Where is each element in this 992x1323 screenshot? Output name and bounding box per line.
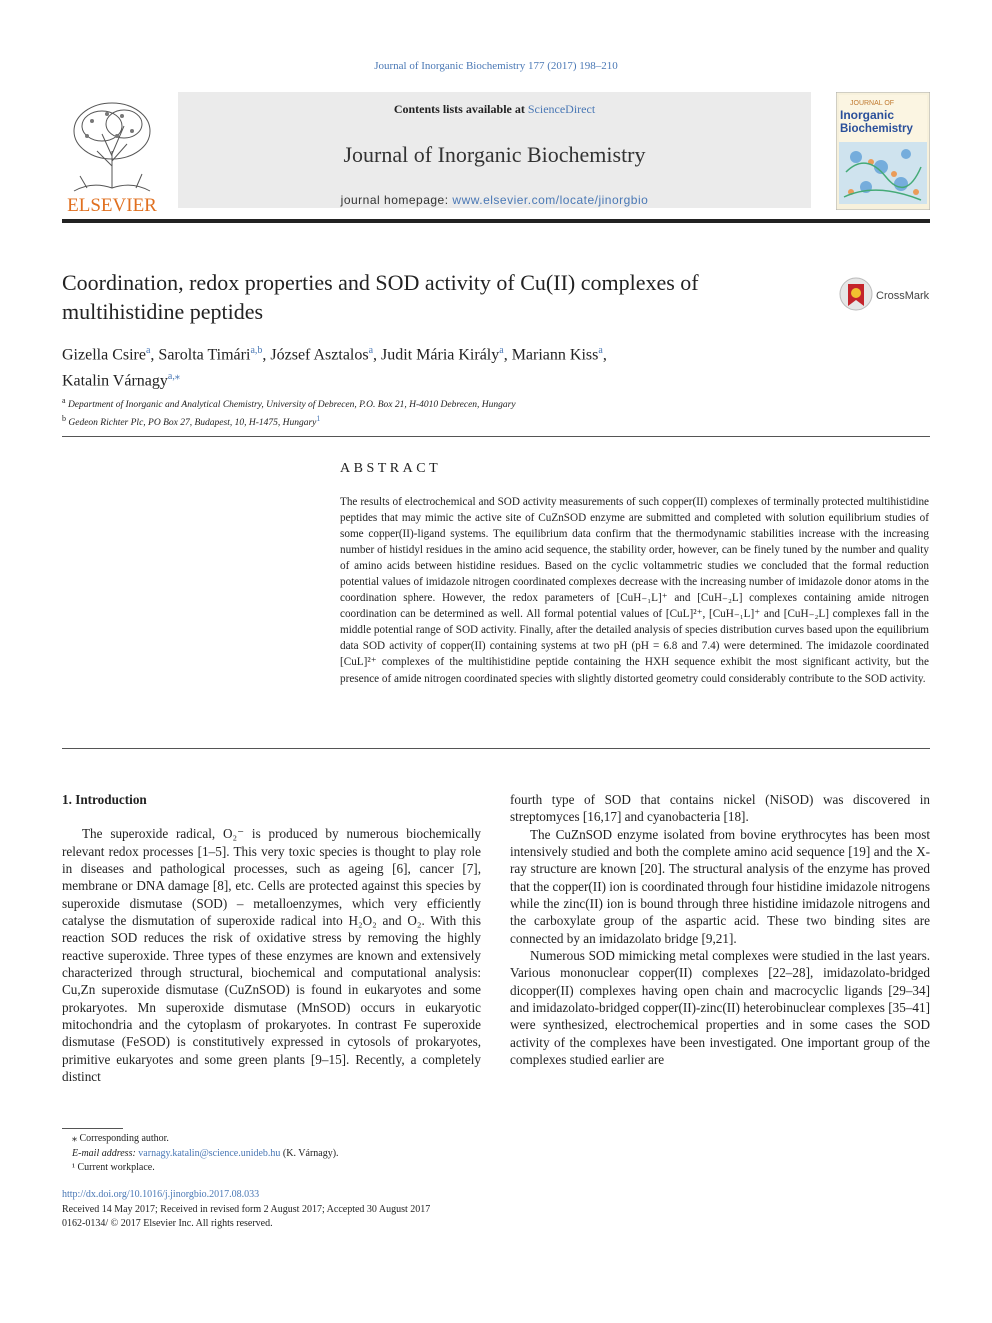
section-heading-introduction: 1. Introduction	[62, 792, 147, 807]
body-column-right	[510, 791, 930, 1069]
crossmark-label: CrossMark	[876, 290, 930, 302]
journal-masthead	[178, 92, 811, 208]
elsevier-wordmark: ELSEVIER	[67, 195, 157, 214]
affiliation-b	[62, 412, 922, 430]
homepage-link[interactable]: www.elsevier.com/locate/jinorgbio	[452, 193, 649, 207]
elsevier-logo	[62, 96, 162, 214]
affiliation-mark: a	[62, 396, 66, 405]
publication-info	[62, 1188, 662, 1232]
author-name[interactable]: Katalin Várnagy	[62, 372, 168, 390]
affiliation-text: Department of Inorganic and Analytical Chemistry, University of Debrecen, P.O. Box 21, H-4010 Debrecen, Hungary	[67, 400, 516, 411]
author-separator: ,	[503, 346, 512, 364]
body-paragraph: Numerous SOD mimicking metal complexes were studied in the last years. Various mononuclear copper(II) complexes [22–28], imidazolato-bridged dicopper(II) complexes having open chain and macrocyclic ligands [29–34] and imidazolato-bridged copper(II)-zinc(II) heterobinuclear complexes [35–41] were synthesized, electrochemical properties and in some cases the SOD activity of the complexes have been investigated. One important group of the complexes studied earlier are	[510, 948, 930, 1068]
body-paragraph: The CuZnSOD enzyme isolated from bovine erythrocytes has been most intensively studied and both the complete amino acid sequence [19] and the X-ray structure are known [20]. The structural analysis of the enzyme has proved that the copper(II) ion is coordinated through four histidine imidazole nitrogens while the zinc(II) ion is bound through three histidine imidazole nitrogens and the carboxylate group of the aspartic acid. These two binding sites are connected by an imidazolato bridge [9,21].	[510, 826, 930, 946]
journal-homepage	[178, 193, 811, 207]
author-list	[62, 340, 822, 393]
cover-line-3: Biochemistry	[840, 123, 913, 135]
author-affil-marker[interactable]: a	[368, 345, 374, 356]
homepage-prefix: journal homepage:	[340, 193, 453, 207]
crossmark-badge[interactable]	[838, 276, 932, 312]
affiliation-text: Gedeon Richter Plc, PO Box 27, Budapest, 10, H-1475, Hungary	[68, 418, 317, 429]
footnote-marker[interactable]: 1	[316, 414, 321, 424]
author-name[interactable]: Sarolta Timári	[158, 346, 251, 364]
author-name[interactable]: Mariann Kiss	[511, 346, 599, 364]
doi-link[interactable]: http://dx.doi.org/10.1016/j.jinorgbio.2017.08.033	[62, 1189, 260, 1200]
email-label: E-mail address:	[72, 1147, 139, 1159]
author-separator: ,	[150, 346, 159, 364]
author-name[interactable]: Gizella Csire	[62, 346, 146, 364]
affiliations	[62, 394, 922, 430]
abstract-heading: ABSTRACT	[340, 461, 442, 476]
body-paragraph: The superoxide radical, O₂⁻ is produced by numerous biochemically relevant redox processes [1–5]. This very toxic species is thought to play role in diseases and pathological processes, such as ageing [6], cancer [7], membrane or DNA damage [8], etc. Cells are protected against this species by superoxide dismutase (SOD) – metalloenzymes, which very efficiently catalyse the dismutation of superoxide radical into H₂O₂ and O₂. With this reaction SOD reduces the risk of oxidative stress by removing the highly reactive superoxide. Three types of these enzymes are known and extensively characterized through structural, biochemical and computational analysis: Cu,Zn superoxide dismutase (CuZnSOD) is found in eukaryotes and some prokaryotes. Mn superoxide dismutase (MnSOD) occurs in eukaryotic mitochondria and the cytoplasm of prokaryotes. In contrast Fe superoxide dismutase (FeSOD) is constitutively expressed in cytosols of prokaryotes, primitive eukaryotes and some green plants [9–15]. Recently, a completely distinct	[62, 826, 481, 1085]
author-affil-marker[interactable]: a	[598, 345, 603, 356]
received-dates: Received 14 May 2017; Received in revised form 2 August 2017; Accepted 30 August 2017	[62, 1203, 431, 1215]
email-note	[62, 1147, 662, 1162]
email-suffix: (K. Várnagy).	[280, 1147, 339, 1159]
email-link[interactable]: varnagy.katalin@science.unideb.hu	[138, 1147, 281, 1159]
abstract-text: The results of electrochemical and SOD activity measurements of such copper(II) complexes of terminally protected multihistidine peptides that may mimic the active site of CuZnSOD enzyme are submitted and completed with solution equilibrium studies of some copper(II)-ligand systems. The equilibrium data confirm that the thermodynamic stabilities increase with the increasing number of histidyl residues in the amino acid sequence, the stability order, however, can be finely tuned by the number and quality of amino acids between histidine residues. Based on the cyclic voltammetric studies we concluded that the formal reduction potential values of imidazole nitrogen coordinated complexes decrease with the increasing number of imidazole donor atoms in the coordination sphere. However, the redox parameters of [CuH₋₁L]⁺ and [CuH₋₂L] complexes containing amide nitrogen coordination can be determined as well. All formal potential values of [CuL]²⁺, [CuH₋₁L]⁺ and [CuH₋₂L] complexes fall in the middle potential range of SOD activity. Finally, after the detailed analysis of species distribution curves based upon the equilibrium data SOD activity of copper(II) containing systems at two pH (pH = 6.8 and 7.4) were determined. The imidazole coordinated [CuL]²⁺ complexes of the multihistidine peptide containing the HXH sequence exhibit the most significant activity, but the presence of amide nitrogen coordinated species with slightly distorted geometry could considerably contribute to the SOD activity.	[340, 496, 929, 685]
abstract-divider	[62, 748, 930, 749]
body-paragraph: fourth type of SOD that contains nickel (NiSOD) was discovered in streptomyces [16,17] and cyanobacteria [18].	[510, 792, 930, 825]
affiliation-divider	[62, 436, 930, 437]
journal-cover-image[interactable]	[836, 92, 930, 210]
author-separator: ,	[602, 346, 607, 364]
elsevier-tree-icon	[62, 96, 162, 214]
crossmark-icon	[838, 276, 932, 312]
author-name[interactable]: Judit Mária Király	[381, 346, 500, 364]
contents-prefix: Contents lists available at	[393, 102, 528, 116]
author-affil-marker[interactable]: a,⁎	[167, 371, 180, 383]
affiliation-a	[62, 394, 922, 412]
corresponding-author-note: ⁎ Corresponding author.	[72, 1133, 169, 1144]
author-affil-marker[interactable]: a	[499, 345, 504, 356]
contents-availability	[178, 102, 811, 117]
body-column-left	[62, 791, 481, 1086]
journal-name: Journal of Inorganic Biochemistry	[343, 142, 646, 167]
cover-illustration-icon	[836, 92, 930, 210]
current-workplace-note: ¹ Current workplace.	[72, 1162, 155, 1173]
author-affil-marker[interactable]: a	[145, 345, 151, 356]
author-separator: ,	[262, 346, 271, 364]
author-separator: ,	[373, 346, 382, 364]
footnotes	[62, 1132, 662, 1176]
cover-line-2: Inorganic	[840, 108, 895, 122]
sciencedirect-link[interactable]: ScienceDirect	[527, 102, 596, 116]
journal-citation[interactable]: Journal of Inorganic Biochemistry 177 (2017) 198–210	[374, 60, 618, 72]
cover-line-1: JOURNAL OF	[850, 100, 895, 107]
footnote-divider	[62, 1128, 123, 1129]
header-divider	[62, 219, 930, 223]
affiliation-mark: b	[62, 414, 66, 424]
copyright-line: 0162-0134/ © 2017 Elsevier Inc. All rights reserved.	[62, 1218, 273, 1229]
author-affil-marker[interactable]: a,b	[250, 345, 263, 356]
author-name[interactable]: József Asztalos	[270, 346, 369, 364]
article-title: Coordination, redox properties and SOD activity of Cu(II) complexes of multihistidine peptides	[62, 270, 699, 324]
